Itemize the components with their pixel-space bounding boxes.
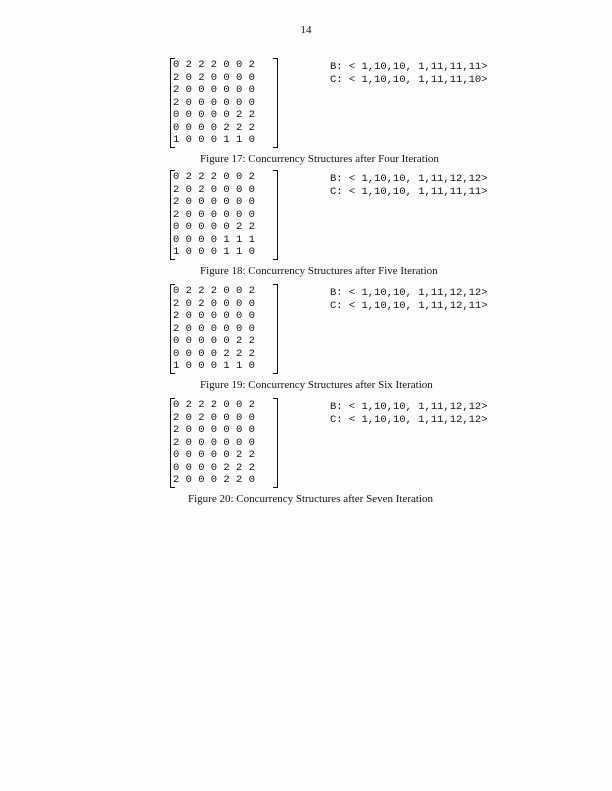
matrix-row: 1 0 0 0 1 1 0	[173, 134, 255, 146]
vector-c: C: < 1,10,10, 1,11,12,11>	[330, 300, 488, 312]
matrix-row: 0 2 2 2 0 0 2	[173, 59, 255, 71]
matrix-row: 2 0 0 0 2 2 0	[173, 474, 255, 486]
vector-c: C: < 1,10,10, 1,11,11,11>	[330, 186, 488, 198]
caption-label: Figure 19:	[200, 379, 246, 391]
figure-caption	[188, 493, 433, 505]
vector-values	[330, 287, 488, 313]
matrix-row: 2 0 0 0 0 0 0	[173, 84, 255, 96]
matrix-right-bracket	[273, 58, 278, 148]
caption-label: Figure 18:	[200, 265, 246, 277]
caption-text: Concurrency Structures after Four Iteration	[248, 153, 439, 165]
matrix-row: 2 0 2 0 0 0 0	[173, 297, 255, 310]
matrix-right-bracket	[273, 170, 278, 260]
vector-b: B: < 1,10,10, 1,11,12,12>	[330, 401, 488, 413]
matrix-rows	[173, 59, 255, 147]
page-number: 14	[300, 24, 312, 36]
matrix-row: 0 2 2 2 0 0 2	[173, 171, 255, 183]
caption-text: Concurrency Structures after Six Iteration	[248, 379, 433, 391]
figure-caption	[200, 379, 433, 391]
vector-c: C: < 1,10,10, 1,11,12,12>	[330, 414, 488, 426]
matrix-row: 2 0 0 0 0 0 0	[173, 424, 255, 436]
matrix-row: 2 0 2 0 0 0 0	[173, 411, 255, 424]
matrix-row: 1 0 0 0 1 1 0	[173, 246, 255, 258]
matrix-row: 2 0 0 0 0 0 0	[173, 196, 255, 208]
matrix-right-bracket	[273, 398, 278, 488]
matrix-right-bracket	[273, 284, 278, 374]
matrix-row: 2 0 0 0 0 0 0	[173, 208, 255, 221]
matrix-row: 2 0 0 0 0 0 0	[173, 96, 255, 109]
matrix-rows	[173, 399, 255, 487]
vector-values	[330, 173, 488, 199]
matrix-row: 0 0 0 0 0 2 2	[173, 109, 255, 121]
matrix-row: 0 0 0 0 0 2 2	[173, 221, 255, 233]
matrix-row: 2 0 2 0 0 0 0	[173, 71, 255, 84]
matrix-row: 0 0 0 0 0 2 2	[173, 335, 255, 347]
vector-b: B: < 1,10,10, 1,11,12,12>	[330, 287, 488, 299]
matrix-rows	[173, 171, 255, 259]
matrix-row: 0 0 0 0 2 2 2	[173, 347, 255, 360]
matrix-row: 0 0 0 0 1 1 1	[173, 233, 255, 246]
caption-text: Concurrency Structures after Five Iteration	[248, 265, 438, 277]
matrix-row: 0 0 0 0 2 2 2	[173, 121, 255, 134]
matrix-row: 0 0 0 0 2 2 2	[173, 461, 255, 474]
matrix-row: 0 2 2 2 0 0 2	[173, 285, 255, 297]
figure-caption	[200, 153, 439, 165]
matrix-row: 2 0 0 0 0 0 0	[173, 436, 255, 449]
caption-label: Figure 17:	[200, 153, 246, 165]
matrix-row: 2 0 0 0 0 0 0	[173, 310, 255, 322]
matrix-row: 0 0 0 0 0 2 2	[173, 449, 255, 461]
matrix-rows	[173, 285, 255, 373]
vector-values	[330, 401, 488, 427]
matrix-row: 2 0 0 0 0 0 0	[173, 322, 255, 335]
vector-c: C: < 1,10,10, 1,11,11,10>	[330, 74, 488, 86]
vector-b: B: < 1,10,10, 1,11,12,12>	[330, 173, 488, 185]
matrix-row: 1 0 0 0 1 1 0	[173, 360, 255, 372]
caption-label: Figure 20:	[188, 493, 234, 505]
matrix-row: 0 2 2 2 0 0 2	[173, 399, 255, 411]
vector-b: B: < 1,10,10, 1,11,11,11>	[330, 61, 488, 73]
matrix-row: 2 0 2 0 0 0 0	[173, 183, 255, 196]
caption-text: Concurrency Structures after Seven Iteration	[236, 493, 433, 505]
vector-values	[330, 61, 488, 87]
figure-caption	[200, 265, 438, 277]
